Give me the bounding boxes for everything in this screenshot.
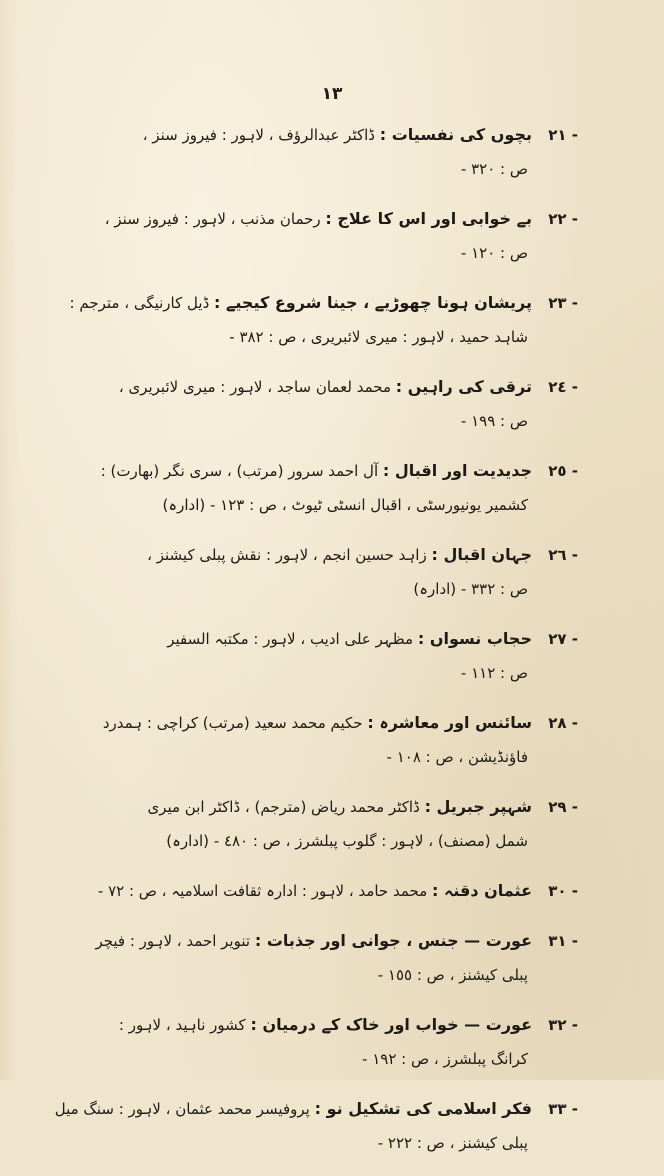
entry-number: ٣١ - bbox=[548, 932, 578, 950]
entry-continuation: فاؤنڈیشن ، ص : ١٠٨ - bbox=[386, 748, 528, 766]
entry-text bbox=[38, 286, 532, 354]
entry-title: ترقی کی راہیں : bbox=[395, 377, 532, 396]
bibliography-entry bbox=[38, 202, 578, 270]
entry-details: رحمان مذنب ، لاہور : فیروز سنز ، bbox=[104, 210, 321, 228]
entry-details: ڈاکٹر محمد ریاض (مترجم) ، ڈاکٹر ابن میری bbox=[147, 798, 420, 816]
entry-details: تنویر احمد ، لاہور : فیچر bbox=[95, 932, 251, 950]
entry-title: حجاب نسواں : bbox=[417, 629, 532, 648]
entry-number: ٢٣ - bbox=[548, 294, 578, 312]
entry-continuation: پبلی کیشنز ، ص : ١٥٥ - bbox=[377, 966, 528, 984]
entry-title: فکر اسلامی کی تشکیل نو : bbox=[314, 1099, 532, 1118]
entry-continuation: ص : ١٩٩ - bbox=[460, 412, 528, 430]
entry-continuation: پبلی کیشنز ، ص : ٢٢٢ - bbox=[377, 1134, 528, 1152]
entry-number: ٢١ - bbox=[548, 126, 578, 144]
entry-continuation: کشمیر یونیورسٹی ، اقبال انسٹی ٹیوٹ ، ص : ١٢٣ - (ادارہ) bbox=[162, 496, 528, 514]
entry-text bbox=[38, 118, 532, 186]
entry-text bbox=[38, 454, 532, 522]
entry-title: شہپر جبریل : bbox=[424, 797, 532, 816]
entry-number: ٢٦ - bbox=[548, 546, 578, 564]
bibliography-entry bbox=[38, 1092, 578, 1160]
entry-details: ڈیل کارنیگی ، مترجم : bbox=[69, 294, 210, 312]
entry-continuation: ص : ١٢٠ - bbox=[460, 244, 528, 262]
entry-number: ٢٧ - bbox=[548, 630, 578, 648]
entry-details: آل احمد سرور (مرتب) ، سری نگر (بھارت) : bbox=[100, 462, 379, 480]
entry-details: محمد حامد ، لاہور : ادارہ ثقافت اسلامیہ ، ص : ٧٢ - bbox=[97, 882, 428, 900]
entry-title: عورت — خواب اور خاک کے درمیان : bbox=[250, 1015, 532, 1034]
entry-title: عورت — جنس ، جوانی اور جذبات : bbox=[254, 931, 532, 950]
bibliography-entry bbox=[38, 706, 578, 774]
entry-details: ڈاکٹر عبدالرؤف ، لاہور : فیروز سنز ، bbox=[142, 126, 375, 144]
entry-continuation: ص : ١١٢ - bbox=[460, 664, 528, 682]
entry-title: بچوں کی نفسیات : bbox=[379, 125, 532, 144]
entry-details: مظہر علی ادیب ، لاہور : مکتبہ السفیر bbox=[167, 630, 414, 648]
entry-details: پروفیسر محمد عثمان ، لاہور : سنگ میل bbox=[54, 1100, 310, 1118]
entry-number: ٢٤ - bbox=[548, 378, 578, 396]
entry-text bbox=[38, 1092, 532, 1160]
entry-text bbox=[38, 874, 532, 908]
entry-details: زاہد حسین انجم ، لاہور : نقش پبلی کیشنز ، bbox=[147, 546, 427, 564]
bibliography-entry bbox=[38, 1008, 578, 1076]
entry-title: جدیدیت اور اقبال : bbox=[382, 461, 532, 480]
entry-number: ٢٥ - bbox=[548, 462, 578, 480]
entry-continuation: کرانگ پبلشرز ، ص : ١٩٢ - bbox=[362, 1050, 528, 1068]
entry-text bbox=[38, 538, 532, 606]
entry-details: محمد لعمان ساجد ، لاہور : میری لائبریری ، bbox=[118, 378, 391, 396]
entry-title: بے خوابی اور اس کا علاج : bbox=[325, 209, 532, 228]
entry-number: ٢٨ - bbox=[548, 714, 578, 732]
bibliography-entry bbox=[38, 538, 578, 606]
entry-text bbox=[38, 370, 532, 438]
entry-title: پریشان ہونا چھوڑیے ، جینا شروع کیجیے : bbox=[214, 293, 532, 312]
entry-number: ٣٢ - bbox=[548, 1016, 578, 1034]
bibliography-list bbox=[38, 118, 578, 1176]
bibliography-entry bbox=[38, 370, 578, 438]
bibliography-entry bbox=[38, 454, 578, 522]
entry-details: حکیم محمد سعید (مرتب) کراچی : ہمدرد bbox=[102, 714, 363, 732]
entry-number: ٣٠ - bbox=[548, 882, 578, 900]
entry-text bbox=[38, 622, 532, 690]
entry-text bbox=[38, 706, 532, 774]
entry-text bbox=[38, 1008, 532, 1076]
entry-details: کشور ناہید ، لاہور : bbox=[118, 1016, 246, 1034]
entry-continuation: ص : ٣٢٠ - bbox=[460, 160, 528, 178]
entry-number: ٢٢ - bbox=[548, 210, 578, 228]
entry-number: ٢٩ - bbox=[548, 798, 578, 816]
entry-title: عثمان دقنہ : bbox=[432, 881, 532, 900]
entry-title: جہان اقبال : bbox=[431, 545, 532, 564]
bibliography-entry bbox=[38, 790, 578, 858]
entry-continuation: ص : ٣٣٢ - (ادارہ) bbox=[413, 580, 528, 598]
entry-text bbox=[38, 790, 532, 858]
bibliography-entry bbox=[38, 874, 578, 908]
page-number: ١٣ bbox=[321, 84, 343, 104]
entry-text bbox=[38, 924, 532, 992]
bibliography-entry bbox=[38, 622, 578, 690]
entry-text bbox=[38, 202, 532, 270]
entry-title: سائنس اور معاشرہ : bbox=[367, 713, 532, 732]
bibliography-entry bbox=[38, 924, 578, 992]
entry-continuation: شاہد حمید ، لاہور : میری لائبریری ، ص : ٣٨٢ - bbox=[229, 328, 528, 346]
bibliography-entry bbox=[38, 286, 578, 354]
entry-number: ٣٣ - bbox=[548, 1100, 578, 1118]
entry-continuation: شمل (مصنف) ، لاہور : گلوب پبلشرز ، ص : ٤٨٠ - (ادارہ) bbox=[166, 832, 528, 850]
bibliography-entry bbox=[38, 118, 578, 186]
